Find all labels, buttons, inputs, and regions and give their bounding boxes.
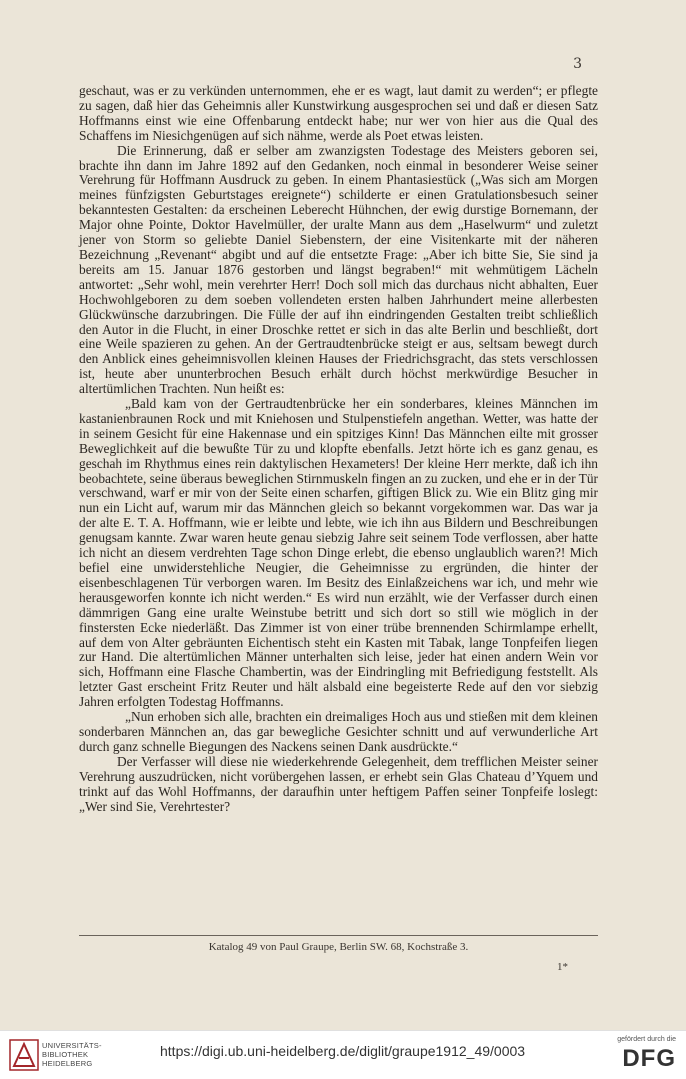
university-library-logo-icon bbox=[8, 1038, 40, 1072]
page-number: 3 bbox=[573, 56, 582, 72]
paragraph-4: „Nun erhoben sich alle, brachten ein dreimaliges Hoch aus und stießen mit dem kleinen sonderbaren Männchen an, das gar bewegliche Gesichter schnitt und auf verwunderliche Art durch ganz schnelle Biegungen des Nackens seinen Dank ausdrückte.“ bbox=[79, 709, 598, 754]
signature-mark: 1* bbox=[557, 961, 568, 973]
body-text bbox=[79, 84, 598, 814]
paragraph-3: „Bald kam von der Gertraudtenbrücke her ein sonderbares, kleines Männchen im kastanienbraunen Rock und mit Kniehosen und Stulpenstiefeln angethan. Wetter, was hatte der in seinem Gesicht für eine Hakennase und ein spitziges Kinn! Das Männchen eilte mit grosser Beweglichkeit auf die bewußte Tür zu und klopfte ebenfalls. Jetzt hörte ich es ganz genau, es geschah im Rhythmus eines rein daktylischen Hexameters! Der kleine Herr merkte, daß ich ihn beobachtete, seine überaus beweglichen Stirnmuskeln fingen an zu zucken, und ehe er in der Tür verschwand, warf er mir von der Seite einen scharfen, giftigen Blick zu. Wie ein Blitz ging mir nun ein Licht auf, warum mir das Männchen gleich so bekannt vorgekommen war. Das war ja der alte E. T. A. Hoffmann, wie er leibte und lebte, wie ich ihn aus Bildern und Beschreibungen genugsam kannte. Zwar waren heute genau siebzig Jahre seit seinem Tode verflossen, aber hatte ich nicht an diesem verdrehten Tage schon Dinge erlebt, die ebenso unglaublich waren?! Mich befiel eine unwiderstehliche Neugier, die Geheimnisse zu ergründen, die hinter der eisenbeschlagenen Tür verborgen waren. Im Besitz des Einlaßzeichens war ich, und mehr wie herausgeworfen konnte ich nicht werden.“ Es wird nun erzählt, wie der Verfasser durch einen dämmrigen Gang eine uralte Weinstube betritt und sich dort so still wie möglich in der finstersten Ecke niederläßt. Das Zimmer ist von einer trübe brennenden Schirmlampe erhellt, auf dem von Alter gebräunten Eichentisch steht ein Kasten mit Tabak, lange Tonpfeifen liegen zur Hand. Die altertümlichen Männer unterhalten sich leise, jeder hat einen andern Wein vor sich, Hoffmann eine Flasche Chambertin, was der Eindringling mit Befriedigung feststellt. Als letzter Gast erscheint Fritz Reuter und hält alsbald eine begeisterte Rede auf den vor siebzig Jahren erfolgten Todestag Hoffmanns. bbox=[79, 396, 598, 710]
footer-rule bbox=[79, 935, 598, 936]
paragraph-5: Der Verfasser will diese nie wiederkehrende Gelegenheit, dem trefflichen Meister seiner Verehrung auszudrücken, nicht vorübergehen lassen, er erhebt sein Glas Chateau d’Yquem und trinkt auf das Wohl Hoffmanns, der daraufhin unter heftigem Paffen seiner Tonpfeife loslegt: „Wer sind Sie, Verehrtester? bbox=[79, 753, 598, 814]
sponsor-block bbox=[596, 1036, 676, 1073]
dfg-logo-icon: DFG bbox=[622, 1045, 676, 1072]
sponsor-caption: gefördert durch die bbox=[617, 1036, 676, 1043]
institution-line-3: HEIDELBERG bbox=[42, 1059, 93, 1068]
paragraph-1: geschaut, was er zu verkünden unternommen, ehe er es wagt, laut damit zu werden“; er pflegte zu sagen, daß hier das Geheimnis aller Kunstwirkung ausgesprochen sei und daß er diesen Satz Hoffmanns einst wie eine Offenbarung entdeckt habe; nur wer von hier aus die Qual des Schaffens im Niesichgenügen auf sich nähme, werde als Poet etwas leisten. bbox=[79, 83, 598, 143]
permalink-url[interactable]: https://digi.ub.uni-heidelberg.de/diglit/graupe1912_49/0003 bbox=[160, 1043, 526, 1059]
institution-line-2: BIBLIOTHEK bbox=[42, 1050, 89, 1059]
paragraph-2: Die Erinnerung, daß er selber am zwanzigsten Todestage des Meisters geboren sei, brachte ihn dann im Jahre 1892 auf den Gedanken, noch einmal in besonderer Weise seiner Verehrung für Hoffmann Ausdruck zu geben. In einem Phantasiestück („Was sich am Morgen meines fünfzigsten Geburtstages ereignete“) schilderte er einen Gratulationsbesuch seiner bekanntesten Gestalten: da erscheinen Leberecht Hühnchen, der ewig durstige Bornemann, der Major ohne Pointe, Doktor Havelmüller, der uralte Mann aus dem „Haselwurm“ und zuletzt jener von Storm so geliebte Daniel Siebenstern, der eine Visitenkarte mit der näheren Bezeichnung „Revenant“ abgibt und auf die entsetzte Frage: „Aber ich bitte Sie, Sie sind ja bereits am 15. Januar 1876 gestorben und längst begraben!“ mit wehmütigem Lächeln antwortet: „Sehr wohl, mein verehrter Herr! Doch soll mich das durchaus nicht abhalten, Euer Hochwohlgeboren zu dem soeben vollendeten ersten halben Jahrhundert meine allerbesten Glückwünsche darzubringen. Die Fülle der auf ihn eindringenden Gestalten treibt schließlich den Autor in die Flucht, in einer Droschke rettet er sich in das alte Berlin und beschließt, dort eine Weile spazieren zu gehen. An der Gertraudtenbrücke steigt er aus, seltsam bewegt durch den Anblick eines geheimnisvollen kleinen Hauses der Friedrichsgracht, das stets verschlossen ist, heute aber ununterbrochen Besuch erhält durch höchst merkwürdige Besucher in altertümlichen Trachten. Nun heißt es: bbox=[79, 142, 598, 397]
university-library-name bbox=[42, 1041, 102, 1068]
viewer-bottom-bar bbox=[0, 1030, 686, 1079]
catalog-footer: Katalog 49 von Paul Graupe, Berlin SW. 68, Kochstraße 3. bbox=[208, 941, 469, 953]
institution-line-1: UNIVERSITÄTS- bbox=[42, 1041, 102, 1050]
